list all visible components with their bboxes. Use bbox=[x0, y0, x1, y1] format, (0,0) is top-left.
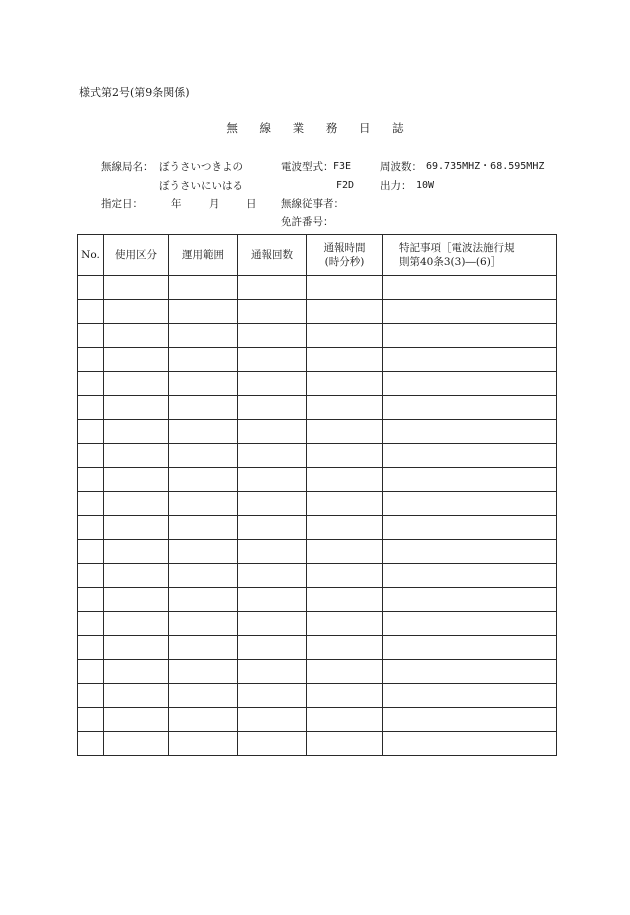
table-row bbox=[78, 468, 557, 492]
table-row bbox=[78, 444, 557, 468]
log-table-body bbox=[78, 276, 557, 756]
table-cell[interactable] bbox=[383, 636, 557, 660]
table-cell[interactable] bbox=[307, 708, 383, 732]
table-cell[interactable] bbox=[238, 660, 307, 684]
table-cell[interactable] bbox=[78, 324, 104, 348]
station-name-label: 無線局名： bbox=[101, 161, 154, 173]
table-cell[interactable] bbox=[104, 660, 169, 684]
table-cell[interactable] bbox=[307, 516, 383, 540]
table-row bbox=[78, 708, 557, 732]
table-cell[interactable] bbox=[238, 324, 307, 348]
table-row bbox=[78, 396, 557, 420]
table-cell[interactable] bbox=[383, 612, 557, 636]
table-cell[interactable] bbox=[78, 516, 104, 540]
table-cell[interactable] bbox=[169, 468, 238, 492]
table-cell[interactable] bbox=[238, 348, 307, 372]
table-cell[interactable] bbox=[78, 492, 104, 516]
table-cell[interactable] bbox=[169, 732, 238, 756]
table-cell[interactable] bbox=[104, 324, 169, 348]
table-cell[interactable] bbox=[238, 420, 307, 444]
table-row bbox=[78, 732, 557, 756]
table-cell[interactable] bbox=[78, 636, 104, 660]
table-cell[interactable] bbox=[104, 732, 169, 756]
table-cell[interactable] bbox=[78, 684, 104, 708]
table-row bbox=[78, 684, 557, 708]
table-cell[interactable] bbox=[238, 708, 307, 732]
table-cell[interactable] bbox=[238, 444, 307, 468]
table-cell[interactable] bbox=[307, 684, 383, 708]
emission-type-2: F2D bbox=[336, 180, 355, 191]
table-cell[interactable] bbox=[78, 708, 104, 732]
table-cell[interactable] bbox=[78, 444, 104, 468]
table-cell[interactable] bbox=[78, 276, 104, 300]
table-cell[interactable] bbox=[383, 348, 557, 372]
table-cell[interactable] bbox=[104, 276, 169, 300]
table-cell[interactable] bbox=[78, 612, 104, 636]
table-cell[interactable] bbox=[307, 372, 383, 396]
table-cell[interactable] bbox=[238, 372, 307, 396]
table-cell[interactable] bbox=[78, 300, 104, 324]
table-cell[interactable] bbox=[78, 660, 104, 684]
table-cell[interactable] bbox=[307, 444, 383, 468]
table-cell[interactable] bbox=[169, 348, 238, 372]
table-cell[interactable] bbox=[307, 396, 383, 420]
table-cell[interactable] bbox=[169, 492, 238, 516]
designation-month: 月 bbox=[209, 198, 220, 210]
table-cell[interactable] bbox=[104, 300, 169, 324]
table-cell[interactable] bbox=[383, 420, 557, 444]
column-header-remarks: 特記事項［電波法施行規 則第40条3(3)―(6)］ bbox=[383, 235, 557, 276]
table-row bbox=[78, 372, 557, 396]
table-cell[interactable] bbox=[169, 540, 238, 564]
table-cell[interactable] bbox=[238, 276, 307, 300]
table-row bbox=[78, 540, 557, 564]
table-cell[interactable] bbox=[307, 276, 383, 300]
table-cell[interactable] bbox=[169, 660, 238, 684]
table-cell[interactable] bbox=[104, 588, 169, 612]
table-cell[interactable] bbox=[238, 636, 307, 660]
table-cell[interactable] bbox=[169, 516, 238, 540]
table-cell[interactable] bbox=[238, 612, 307, 636]
table-cell[interactable] bbox=[383, 516, 557, 540]
table-cell[interactable] bbox=[78, 540, 104, 564]
table-cell[interactable] bbox=[104, 444, 169, 468]
table-cell[interactable] bbox=[104, 492, 169, 516]
designation-year: 年 bbox=[171, 198, 182, 210]
table-cell[interactable] bbox=[307, 348, 383, 372]
table-cell[interactable] bbox=[383, 300, 557, 324]
table-cell[interactable] bbox=[307, 324, 383, 348]
table-cell[interactable] bbox=[169, 564, 238, 588]
document-title: 無 線 業 務 日 誌 bbox=[226, 121, 413, 135]
table-cell[interactable] bbox=[383, 468, 557, 492]
table-cell[interactable] bbox=[307, 420, 383, 444]
log-table bbox=[77, 234, 557, 756]
table-cell[interactable] bbox=[307, 612, 383, 636]
table-cell[interactable] bbox=[307, 492, 383, 516]
table-cell[interactable] bbox=[169, 396, 238, 420]
table-cell[interactable] bbox=[169, 612, 238, 636]
table-cell[interactable] bbox=[169, 588, 238, 612]
table-cell[interactable] bbox=[104, 396, 169, 420]
table-cell[interactable] bbox=[104, 708, 169, 732]
table-cell[interactable] bbox=[78, 732, 104, 756]
table-row bbox=[78, 276, 557, 300]
table-cell[interactable] bbox=[307, 660, 383, 684]
table-cell[interactable] bbox=[383, 396, 557, 420]
table-cell[interactable] bbox=[383, 372, 557, 396]
table-cell[interactable] bbox=[238, 468, 307, 492]
table-cell[interactable] bbox=[78, 420, 104, 444]
table-cell[interactable] bbox=[238, 300, 307, 324]
radio-operator-label: 無線従事者： bbox=[281, 198, 344, 210]
table-row bbox=[78, 516, 557, 540]
table-cell[interactable] bbox=[383, 444, 557, 468]
table-cell[interactable] bbox=[104, 684, 169, 708]
table-row bbox=[78, 348, 557, 372]
table-cell[interactable] bbox=[104, 612, 169, 636]
table-row bbox=[78, 324, 557, 348]
table-cell[interactable] bbox=[238, 492, 307, 516]
table-cell[interactable] bbox=[104, 420, 169, 444]
column-header-usage-category: 使用区分 bbox=[104, 235, 169, 276]
table-cell[interactable] bbox=[238, 684, 307, 708]
table-cell[interactable] bbox=[169, 372, 238, 396]
table-row bbox=[78, 612, 557, 636]
frequency-value: 69.735MHZ・68.595MHZ bbox=[426, 161, 545, 172]
table-cell[interactable] bbox=[78, 348, 104, 372]
station-name-2: ぼうさいにいはる bbox=[159, 180, 243, 192]
table-cell[interactable] bbox=[238, 516, 307, 540]
table-cell[interactable] bbox=[104, 348, 169, 372]
table-cell[interactable] bbox=[104, 636, 169, 660]
table-cell[interactable] bbox=[383, 564, 557, 588]
table-cell[interactable] bbox=[169, 420, 238, 444]
table-cell[interactable] bbox=[238, 564, 307, 588]
station-name-1: ぼうさいつきよの bbox=[159, 161, 243, 173]
table-row bbox=[78, 660, 557, 684]
table-cell[interactable] bbox=[383, 588, 557, 612]
table-cell[interactable] bbox=[104, 516, 169, 540]
table-cell[interactable] bbox=[169, 276, 238, 300]
table-cell[interactable] bbox=[383, 492, 557, 516]
table-cell[interactable] bbox=[169, 708, 238, 732]
table-cell[interactable] bbox=[169, 444, 238, 468]
form-number: 様式第2号(第9条関係) bbox=[79, 86, 190, 99]
frequency-label: 周波数： bbox=[380, 161, 422, 173]
table-header-row bbox=[78, 235, 557, 276]
table-cell[interactable] bbox=[307, 732, 383, 756]
table-cell[interactable] bbox=[383, 276, 557, 300]
table-cell[interactable] bbox=[104, 468, 169, 492]
table-cell[interactable] bbox=[383, 660, 557, 684]
designation-date-label: 指定日： bbox=[101, 198, 143, 210]
table-cell[interactable] bbox=[383, 732, 557, 756]
table-cell[interactable] bbox=[169, 324, 238, 348]
table-cell[interactable] bbox=[238, 396, 307, 420]
column-header-report-time: 通報時間 (時分秒) bbox=[307, 235, 383, 276]
output-value: 10W bbox=[416, 180, 435, 191]
table-cell[interactable] bbox=[78, 468, 104, 492]
column-header-report-count: 通報回数 bbox=[238, 235, 307, 276]
table-cell[interactable] bbox=[383, 708, 557, 732]
table-cell[interactable] bbox=[238, 732, 307, 756]
table-cell[interactable] bbox=[307, 588, 383, 612]
table-cell[interactable] bbox=[78, 564, 104, 588]
table-cell[interactable] bbox=[169, 684, 238, 708]
table-cell[interactable] bbox=[238, 540, 307, 564]
table-cell[interactable] bbox=[307, 300, 383, 324]
table-cell[interactable] bbox=[383, 540, 557, 564]
designation-day: 日 bbox=[246, 198, 257, 210]
license-number-label: 免許番号： bbox=[281, 216, 334, 228]
emission-type-label: 電波型式： bbox=[281, 161, 334, 173]
table-cell[interactable] bbox=[169, 636, 238, 660]
table-cell[interactable] bbox=[104, 564, 169, 588]
column-header-no: No. bbox=[78, 235, 104, 276]
table-row bbox=[78, 300, 557, 324]
table-row bbox=[78, 564, 557, 588]
emission-type-1: F3E bbox=[333, 161, 352, 172]
table-cell[interactable] bbox=[307, 564, 383, 588]
table-cell[interactable] bbox=[307, 636, 383, 660]
table-row bbox=[78, 588, 557, 612]
table-cell[interactable] bbox=[169, 300, 238, 324]
table-cell[interactable] bbox=[383, 684, 557, 708]
table-cell[interactable] bbox=[307, 468, 383, 492]
table-cell[interactable] bbox=[383, 324, 557, 348]
table-cell[interactable] bbox=[104, 540, 169, 564]
table-cell[interactable] bbox=[78, 588, 104, 612]
table-cell[interactable] bbox=[238, 588, 307, 612]
column-header-operating-range: 運用範囲 bbox=[169, 235, 238, 276]
table-row bbox=[78, 636, 557, 660]
table-cell[interactable] bbox=[307, 540, 383, 564]
table-row bbox=[78, 492, 557, 516]
output-label: 出力： bbox=[380, 180, 412, 192]
table-cell[interactable] bbox=[78, 396, 104, 420]
table-cell[interactable] bbox=[78, 372, 104, 396]
table-cell[interactable] bbox=[104, 372, 169, 396]
table-row bbox=[78, 420, 557, 444]
